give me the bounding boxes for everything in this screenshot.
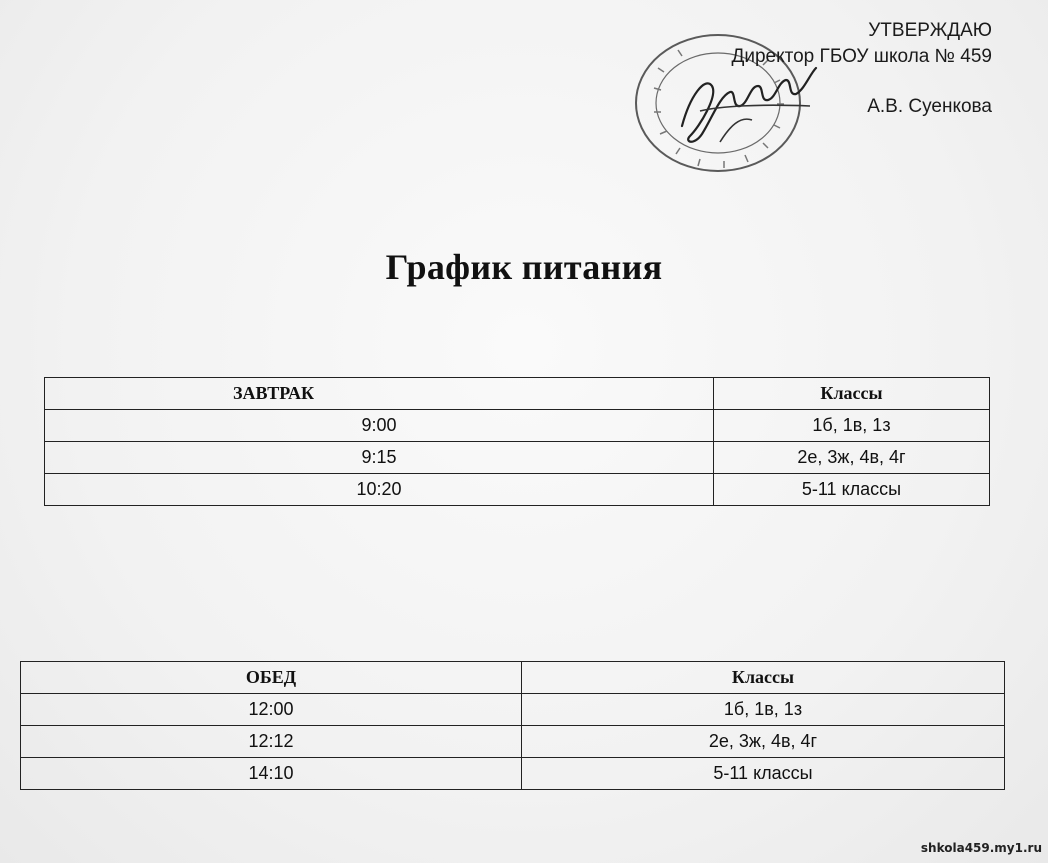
site-watermark: shkola459.my1.ru: [920, 841, 1042, 855]
approval-block: [731, 18, 992, 120]
table-row: [45, 474, 990, 506]
table-row: [21, 726, 1005, 758]
table-row: [45, 410, 990, 442]
time-cell: 14:10: [21, 758, 522, 790]
time-cell: 12:12: [21, 726, 522, 758]
lunch-table: [20, 661, 1005, 790]
header-lunch: ОБЕД: [21, 662, 522, 694]
page-title: График питания: [385, 247, 663, 287]
classes-cell: 2е, 3ж, 4в, 4г: [522, 726, 1005, 758]
table-row: [45, 442, 990, 474]
approve-heading: УТВЕРЖДАЮ: [868, 20, 992, 41]
classes-cell: 1б, 1в, 1з: [522, 694, 1005, 726]
table-header-row: [45, 378, 990, 410]
time-cell: 9:15: [45, 442, 714, 474]
classes-cell: 1б, 1в, 1з: [714, 410, 990, 442]
time-cell: 10:20: [45, 474, 714, 506]
classes-cell: 5-11 классы: [522, 758, 1005, 790]
classes-cell: 5-11 классы: [714, 474, 990, 506]
header-breakfast: ЗАВТРАК: [45, 378, 714, 410]
table-header-row: [21, 662, 1005, 694]
director-name: А.В. Суенкова: [867, 96, 992, 117]
table-row: [21, 758, 1005, 790]
time-cell: 12:00: [21, 694, 522, 726]
breakfast-table: [44, 377, 990, 506]
header-classes: Классы: [714, 378, 990, 410]
director-position: Директор ГБОУ школа № 459: [731, 46, 992, 67]
classes-cell: 2е, 3ж, 4в, 4г: [714, 442, 990, 474]
table-row: [21, 694, 1005, 726]
header-classes: Классы: [522, 662, 1005, 694]
time-cell: 9:00: [45, 410, 714, 442]
